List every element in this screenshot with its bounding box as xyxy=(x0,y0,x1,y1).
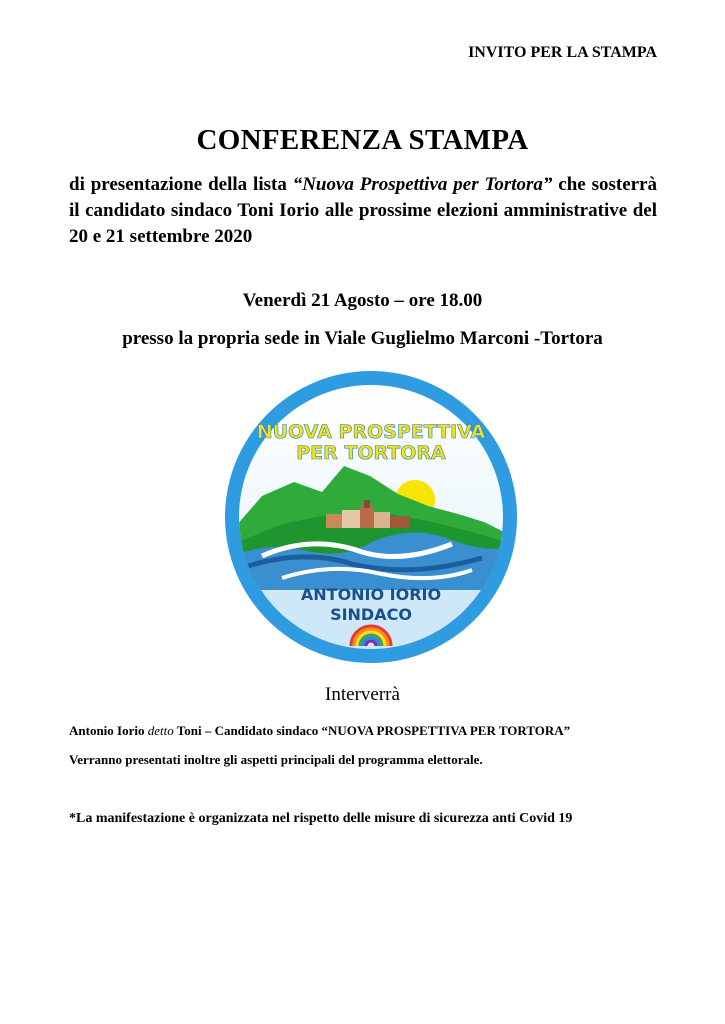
program-line: Verranno presentati inoltre gli aspetti principali del programma elettorale. xyxy=(69,752,483,767)
speaker-rest: Toni – Candidato sindaco “NUOVA PROSPETTIVA PER TORTORA” xyxy=(173,723,571,738)
logo-line1: NUOVA PROSPETTIVA xyxy=(256,421,486,443)
intro-paragraph xyxy=(69,172,657,250)
covid-note: *La manifestazione è organizzata nel rispetto delle misure di sicurezza anti Covid 19 xyxy=(69,811,573,826)
speaker-detto: detto xyxy=(147,723,174,738)
logo-line3: ANTONIO IORIO xyxy=(300,585,442,604)
intro-after: che sosterrà il candidato sindaco Toni Iorio alle prossime elezioni amministrative del 20 e 21 settembre 2020 xyxy=(69,174,657,247)
speaker-name: Antonio Iorio xyxy=(69,723,148,738)
page-title: CONFERENZA STAMPA xyxy=(196,124,529,156)
party-logo xyxy=(222,364,520,670)
intro-before: di presentazione della lista xyxy=(69,174,293,195)
speaker-line xyxy=(69,723,669,739)
logo-line2: PER TORTORA xyxy=(296,442,446,464)
interverra-heading: Interverrà xyxy=(325,684,400,705)
logo-line4: SINDACO xyxy=(330,605,412,624)
list-name: “Nuova Prospettiva per Tortora” xyxy=(292,174,553,195)
event-date: Venerdì 21 Agosto – ore 18.00 xyxy=(242,290,483,311)
event-venue: presso la propria sede in Viale Guglielmo Marconi -Tortora xyxy=(122,328,603,349)
invito-header: INVITO PER LA STAMPA xyxy=(468,44,657,61)
party-logo-graphic xyxy=(222,364,520,670)
